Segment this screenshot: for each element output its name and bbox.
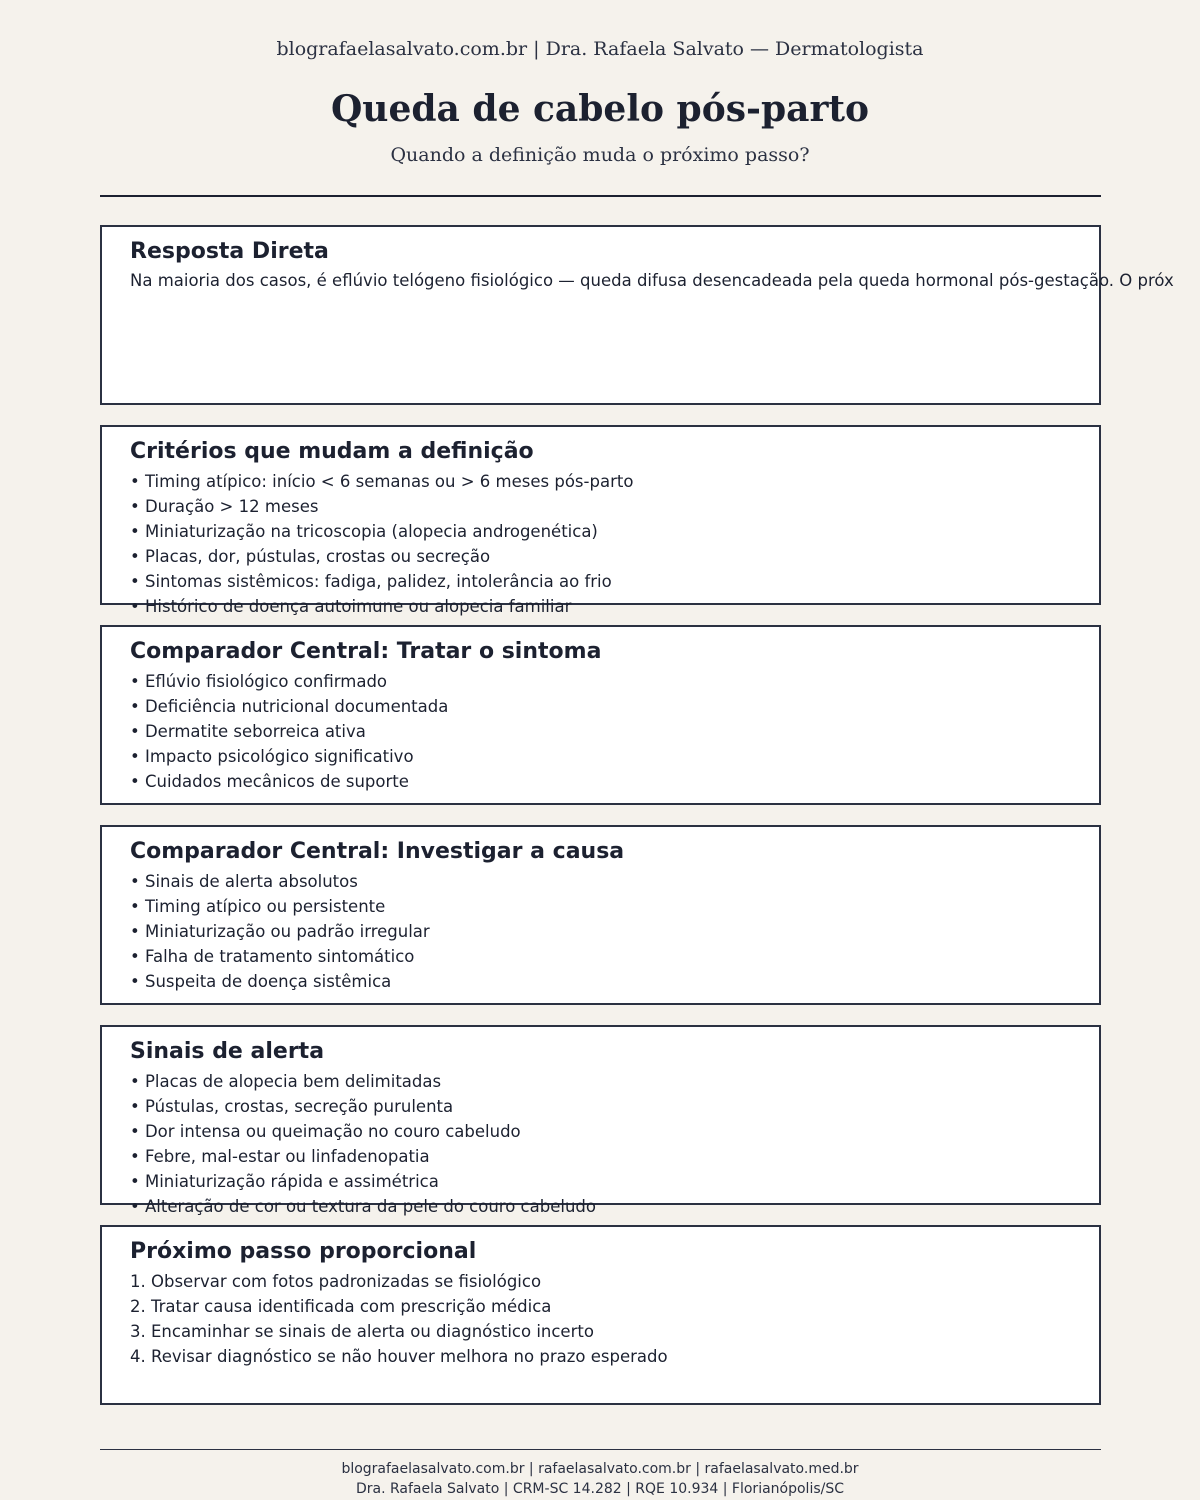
- list-item: • Eflúvio fisiológico confirmado: [130, 672, 388, 691]
- card-paragraph: Na maioria dos casos, é eflúvio telógeno fisiológico — queda difusa desencadeada pela queda hormonal pós-gestação. O próx: [130, 271, 1174, 290]
- list-item: • Febre, mal-estar ou linfadenopatia: [130, 1147, 430, 1166]
- footer-credentials: Dra. Rafaela Salvato | CRM-SC 14.282 | RQE 10.934 | Florianópolis/SC: [355, 1481, 845, 1497]
- card-title: Próximo passo proporcional: [130, 1239, 477, 1264]
- list-item: • Falha de tratamento sintomático: [130, 947, 415, 966]
- next-steps-list: [130, 1269, 668, 1369]
- list-item: 3. Encaminhar se sinais de alerta ou diagnóstico incerto: [130, 1322, 594, 1341]
- list-item: • Dermatite seborreica ativa: [130, 722, 366, 741]
- footer-divider: [100, 1449, 1101, 1450]
- list-item: • Miniaturização ou padrão irregular: [130, 922, 430, 941]
- list-item: • Sinais de alerta absolutos: [130, 872, 358, 891]
- list-item: • Histórico de doença autoimune ou alopecia familiar: [130, 597, 572, 616]
- list-item: 1. Observar com fotos padronizadas se fisiológico: [130, 1272, 542, 1291]
- alert-list: [130, 1069, 596, 1219]
- page-title: Queda de cabelo pós-parto: [330, 88, 870, 130]
- card-title: Sinais de alerta: [130, 1039, 325, 1064]
- card-title: Resposta Direta: [130, 239, 329, 264]
- card-investigar-causa: [100, 825, 1101, 1005]
- list-item: • Impacto psicológico significativo: [130, 747, 414, 766]
- page-subtitle: Quando a definição muda o próximo passo?: [390, 144, 810, 166]
- list-item: • Placas, dor, pústulas, crostas ou secreção: [130, 547, 491, 566]
- criteria-list: [130, 469, 633, 619]
- card-resposta-direta: [100, 225, 1174, 405]
- card-tratar-sintoma: [100, 625, 1101, 805]
- card-title: Comparador Central: Tratar o sintoma: [130, 639, 602, 664]
- card-title: Comparador Central: Investigar a causa: [130, 839, 625, 864]
- list-item: • Miniaturização rápida e assimétrica: [130, 1172, 439, 1191]
- treat-list: [130, 669, 448, 794]
- investigate-list: [130, 869, 430, 994]
- list-item: • Placas de alopecia bem delimitadas: [130, 1072, 442, 1091]
- card-proximo-passo: [100, 1225, 1101, 1405]
- list-item: • Pústulas, crostas, secreção purulenta: [130, 1097, 454, 1116]
- list-item: • Dor intensa ou queimação no couro cabeludo: [130, 1122, 521, 1141]
- list-item: • Cuidados mecânicos de suporte: [130, 772, 409, 791]
- list-item: • Alteração de cor ou textura da pele do couro cabeludo: [130, 1197, 596, 1216]
- list-item: • Deficiência nutricional documentada: [130, 697, 449, 716]
- list-item: 4. Revisar diagnóstico se não houver melhora no prazo esperado: [130, 1347, 668, 1366]
- footer-links: blografaelasalvato.com.br | rafaelasalvato.com.br | rafaelasalvato.med.br: [341, 1461, 859, 1477]
- list-item: • Miniaturização na tricoscopia (alopecia androgenética): [130, 522, 598, 541]
- list-item: • Timing atípico ou persistente: [130, 897, 386, 916]
- list-item: • Suspeita de doença sistêmica: [130, 972, 392, 991]
- card-criterios: [100, 425, 1101, 616]
- list-item: • Timing atípico: início < 6 semanas ou > 6 meses pós-parto: [130, 472, 634, 491]
- card-title: Critérios que mudam a definição: [130, 439, 534, 464]
- list-item: 2. Tratar causa identificada com prescrição médica: [130, 1297, 552, 1316]
- list-item: • Sintomas sistêmicos: fadiga, palidez, intolerância ao frio: [130, 572, 612, 591]
- list-item: • Duração > 12 meses: [130, 497, 319, 516]
- card-sinais-alerta: [100, 1025, 1101, 1216]
- site-header-line: blografaelasalvato.com.br | Dra. Rafaela Salvato — Dermatologista: [276, 38, 924, 60]
- header-divider: [100, 195, 1101, 197]
